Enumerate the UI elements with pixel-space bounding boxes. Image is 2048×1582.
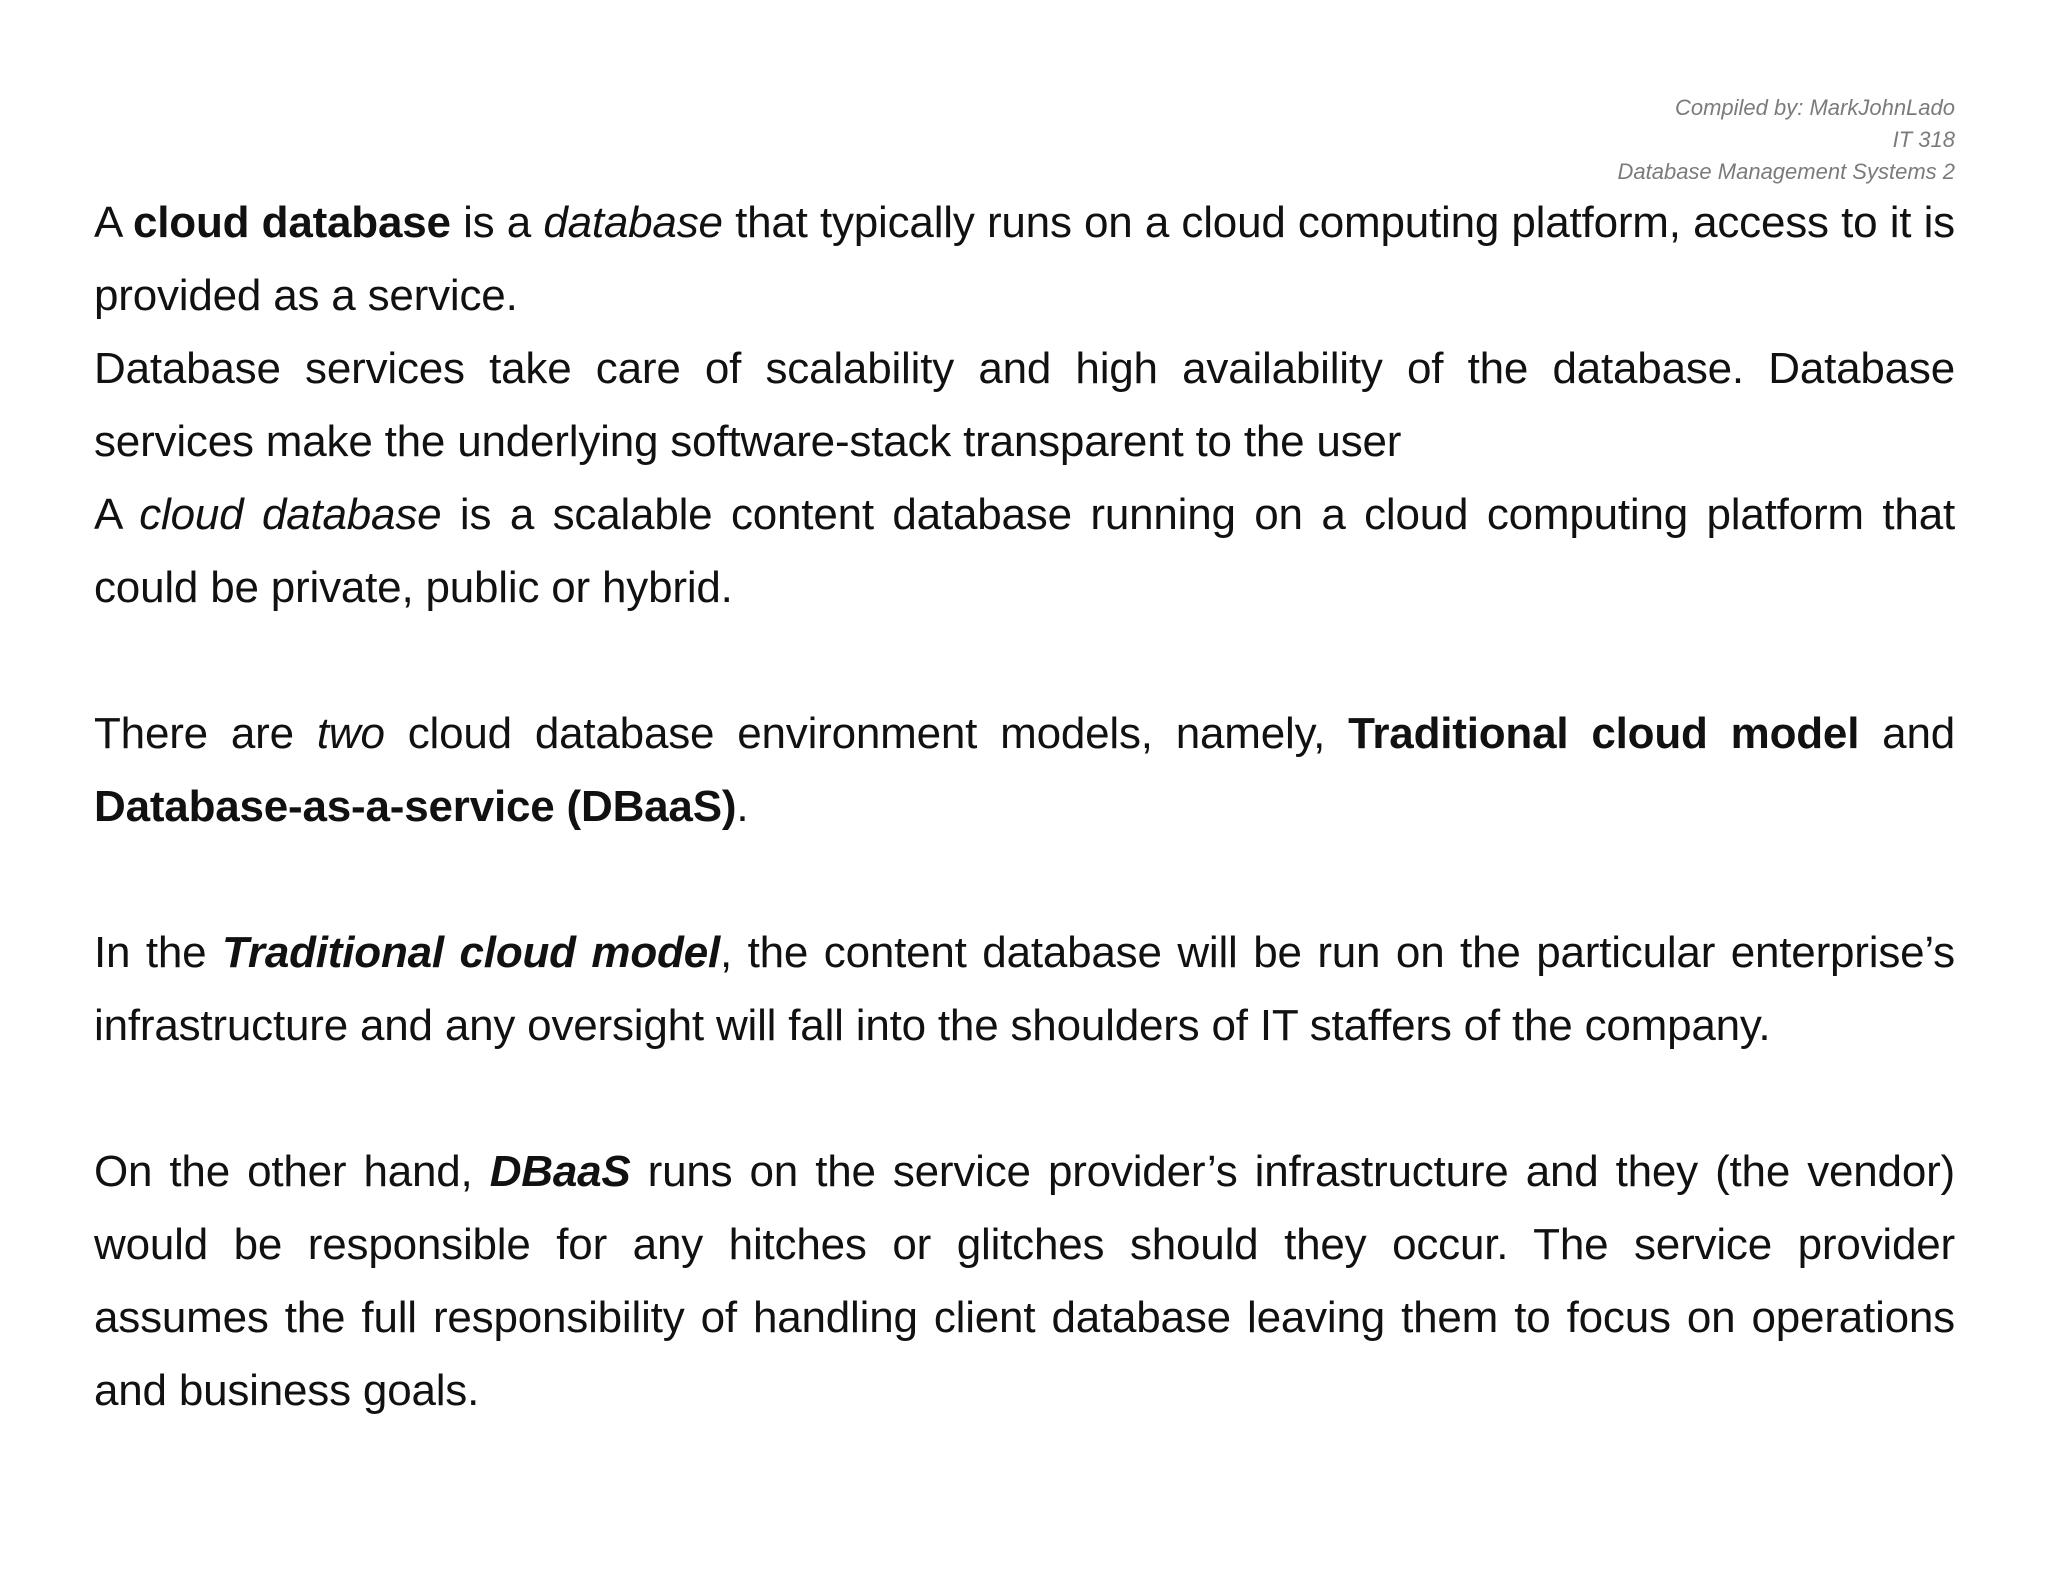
paragraph-dbaas	[94, 1135, 1955, 1427]
course-title-text: Database Management Systems 2	[1617, 159, 1955, 184]
italic-term-cloud-database: cloud database	[139, 490, 442, 539]
text-run: .	[736, 782, 749, 831]
text-run: cloud database environment models, namely,	[384, 709, 1349, 758]
text-run: There are	[94, 709, 317, 758]
page-header	[1355, 92, 1955, 188]
paragraph-scalable-content-database	[94, 478, 1955, 624]
italic-term-database: database	[543, 198, 723, 247]
document-body	[94, 186, 1955, 1427]
text-run: is a scalable content database running on a cloud computing platform that could be private, public or hybrid.	[94, 490, 1955, 612]
bold-term-traditional-cloud-model: Traditional cloud model	[1348, 709, 1860, 758]
text-run: Database services take care of scalability and high availability of the database. Database services make the underlying software-stack transparent to the user	[94, 344, 1955, 466]
text-run: that typically runs on a cloud computing platform, access to it is provided as a service.	[94, 198, 1955, 320]
bold-term-cloud-database: cloud database	[133, 198, 451, 247]
text-run: In the	[94, 928, 223, 977]
compiled-by-text: Compiled by: MarkJohnLado	[1674, 95, 1955, 120]
bold-italic-term-dbaas: DBaaS	[489, 1147, 631, 1196]
text-run: A	[94, 490, 140, 539]
text-run: runs on the service provider’s infrastructure and they (the vendor) would be responsible for any hitches or glitches should they occur. The service provider assumes the full responsibility of handling client database leaving them to focus on operations and business goals.	[94, 1147, 1955, 1415]
paragraph-traditional-cloud-model	[94, 916, 1955, 1062]
text-run: , the content database will be run on the particular enterprise’s infrastructure and any oversight will fall into the shoulders of IT staffers of the company.	[94, 928, 1955, 1050]
paragraph-environment-models	[94, 697, 1955, 843]
bold-term-dbaas: Database-as-a-service (DBaaS)	[94, 782, 737, 831]
paragraph-cloud-database-definition	[94, 186, 1955, 332]
bold-italic-term-traditional-cloud-model: Traditional cloud model	[222, 928, 721, 977]
course-code-text: IT 318	[1892, 127, 1955, 152]
text-run: is a	[450, 198, 544, 247]
text-run: and	[1859, 709, 1955, 758]
text-run: On the other hand,	[94, 1147, 490, 1196]
paragraph-database-services	[94, 332, 1955, 478]
text-run: A	[94, 198, 134, 247]
italic-term-two: two	[316, 709, 385, 758]
